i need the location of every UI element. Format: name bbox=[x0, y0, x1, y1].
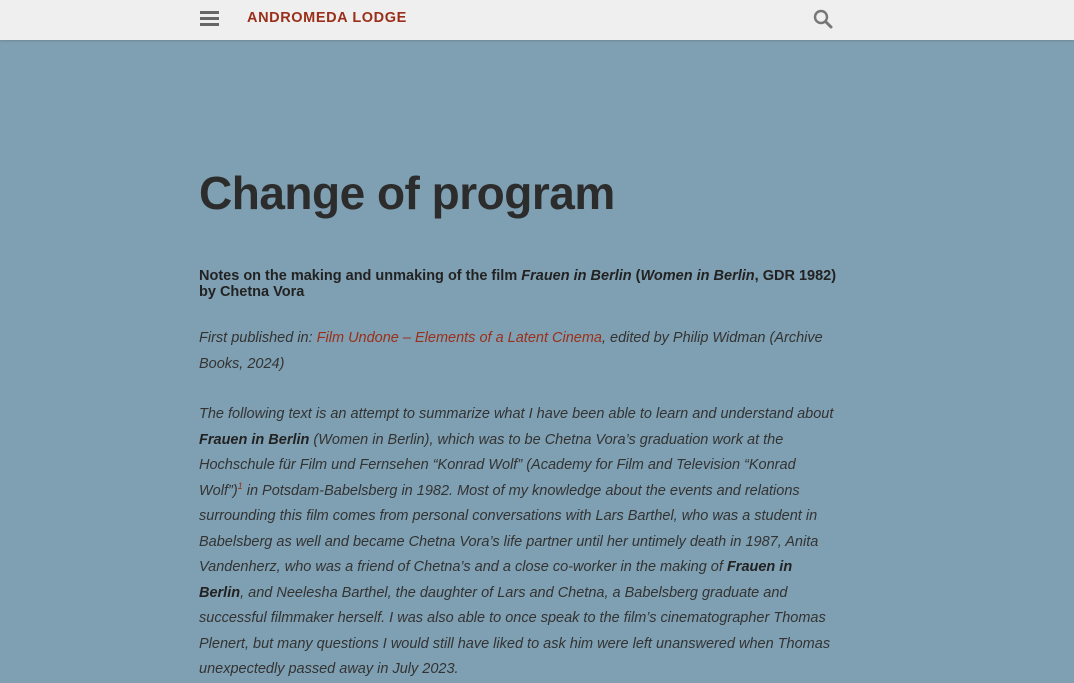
body-text: The following text is an attempt to summarize what I have been able to learn and understand about bbox=[199, 406, 834, 422]
subtitle-text: Notes on the making and unmaking of the film bbox=[199, 268, 522, 284]
search-icon-glyph bbox=[811, 7, 835, 31]
subtitle-film-title: Frauen in Berlin bbox=[521, 268, 632, 284]
menu-line bbox=[200, 17, 219, 20]
film-title-bold: Frauen in Berlin bbox=[199, 559, 793, 601]
body-text: , and Neelesha Barthel, the daughter of Lars and Chetna, a Babelsberg graduate and successful filmmaker herself. I was also able to once speak to the film’s cinematographer Thomas Plenert, but many questions I would still have liked to ask him were left unanswered when Thomas unexpectedly passed away in July 2023. bbox=[199, 584, 831, 677]
article-body-paragraph bbox=[199, 402, 839, 683]
search-icon[interactable] bbox=[811, 7, 835, 31]
publication-suffix: , edited by Philip Widman (Archive Books, 2024) bbox=[199, 330, 823, 372]
subtitle-text: ( bbox=[631, 268, 641, 284]
footnote-link[interactable]: 1 bbox=[237, 480, 243, 491]
body-text: in Potsdam-Babelsberg in 1982. Most of my knowledge about the events and relations surrounding this film comes from personal conversations with Lars Barthel, who was a student in Babelsberg as well and became Chetna Vora’s life partner until her untimely death in 1987, Anita Vandenherz, who was a friend of Chetna’s and a close co-worker in the making of bbox=[199, 482, 819, 575]
top-navigation-bar bbox=[0, 0, 1074, 40]
body-text: (Women in Berlin), which was to be Chetna Vora’s graduation work at the Hochschule für Film und Fernsehen “Konrad Wolf” (Academy for Film and Television “Konrad Wolf”) bbox=[199, 431, 796, 499]
article-subtitle bbox=[199, 268, 839, 300]
film-title-bold: Frauen in Berlin bbox=[199, 431, 310, 448]
menu-line bbox=[200, 23, 219, 26]
publication-note bbox=[199, 326, 839, 377]
page-title: Change of program bbox=[199, 167, 615, 219]
hamburger-menu-icon[interactable] bbox=[200, 9, 222, 29]
publication-prefix: First published in: bbox=[199, 330, 317, 346]
publication-link[interactable]: Film Undone – Elements of a Latent Cinema bbox=[316, 330, 602, 346]
site-title-link[interactable]: ANDROMEDA LODGE bbox=[247, 10, 407, 26]
subtitle-text: , GDR 1982) by Chetna Vora bbox=[199, 268, 837, 300]
subtitle-film-title-english: Women in Berlin bbox=[640, 268, 755, 284]
menu-line bbox=[200, 11, 219, 14]
